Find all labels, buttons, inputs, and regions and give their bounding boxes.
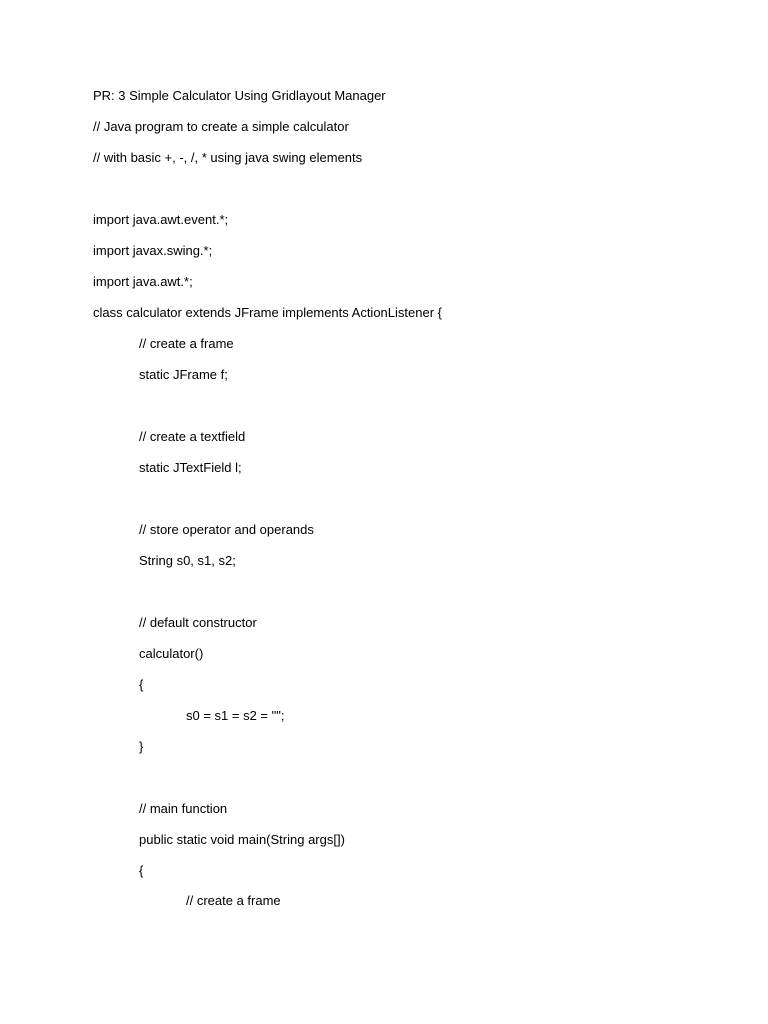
code-line: { [139, 863, 144, 878]
code-line: class calculator extends JFrame implements ActionListener { [93, 305, 442, 320]
document-title: PR: 3 Simple Calculator Using Gridlayout Manager [93, 88, 386, 103]
code-line: { [139, 677, 144, 692]
code-comment: // Java program to create a simple calculator [93, 119, 349, 134]
code-line: String s0, s1, s2; [139, 553, 236, 568]
code-line: import java.awt.event.*; [93, 212, 229, 227]
code-comment: // default constructor [139, 615, 257, 630]
code-line: } [139, 739, 144, 754]
code-comment: // with basic +, -, /, * using java swing elements [93, 150, 363, 165]
code-comment: // store operator and operands [139, 522, 314, 537]
code-comment: // create a frame [186, 893, 281, 908]
code-comment: // create a textfield [139, 429, 246, 444]
code-line: calculator() [139, 646, 204, 661]
code-comment: // create a frame [139, 336, 234, 351]
code-line: static JFrame f; [139, 367, 228, 382]
code-line: s0 = s1 = s2 = ""; [186, 708, 285, 723]
code-comment: // main function [139, 801, 228, 816]
code-line: public static void main(String args[]) [139, 832, 345, 847]
code-line: static JTextField l; [139, 460, 242, 475]
code-line: import javax.swing.*; [93, 243, 213, 258]
code-line: import java.awt.*; [93, 274, 193, 289]
